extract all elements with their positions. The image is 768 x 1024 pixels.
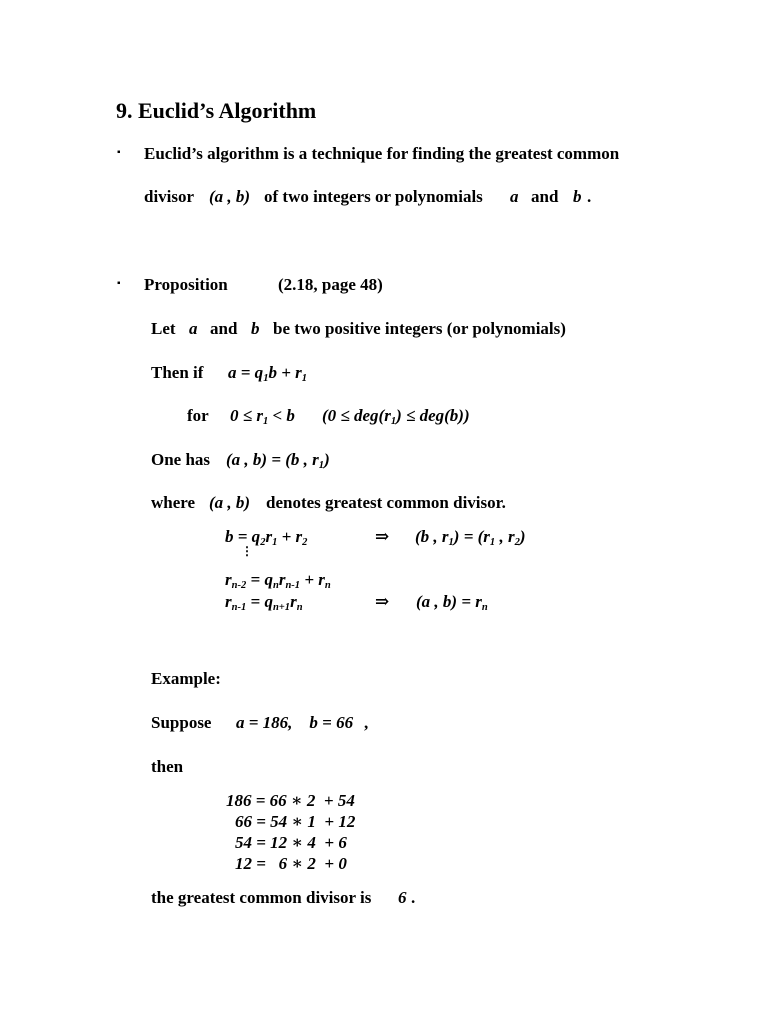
then-if: Then if bbox=[151, 363, 204, 382]
example-values-comma: , bbox=[364, 713, 369, 732]
vertical-dots-icon: ⋮ bbox=[241, 544, 253, 558]
final-gcd-equality: (a , $b) = r_n$ bbox=[416, 592, 488, 614]
step-equation-rn-2: $r_{n-2} = q_nr_{n-1} + r_n$ bbox=[225, 570, 331, 592]
example-line: 186 = 66 ∗ 2 + 54 bbox=[226, 791, 355, 810]
bullet-icon: ▪ bbox=[117, 147, 121, 158]
equation-a-division: $a = q_1b + r_1$ bbox=[228, 363, 308, 385]
step-gcd-equality: (b , $r_1) = (r_1$ , $r_2$) bbox=[415, 527, 526, 549]
let-and: and bbox=[210, 319, 238, 338]
step-equation-b: $b = q_2r_1 + r_2$ bbox=[225, 527, 308, 549]
intro-mid-text: of two integers or polynomials bbox=[264, 187, 483, 206]
one-has: One has bbox=[151, 450, 211, 469]
page-title: 9. Euclid’s Algorithm bbox=[116, 98, 317, 123]
intro-line-1: Euclid’s algorithm is a technique for finding the greatest common bbox=[144, 144, 620, 163]
example-line: 66 = 54 ∗ 1 + 12 bbox=[235, 812, 356, 831]
for-word: for bbox=[187, 406, 209, 425]
intro-divisor-word: divisor bbox=[144, 187, 195, 206]
example-heading: Example: bbox=[151, 669, 221, 688]
let-var-a: a bbox=[189, 319, 198, 338]
example-values: a = 186, b = 66 bbox=[236, 713, 354, 732]
remainder-bound: $0 \le r_1 < b$ bbox=[230, 406, 295, 428]
bullet-icon: ▪ bbox=[117, 278, 121, 289]
intro-and: and bbox=[531, 187, 559, 206]
proposition-label: Proposition bbox=[144, 275, 228, 294]
conclusion-answer: 6 bbox=[398, 888, 407, 907]
where-word: where bbox=[151, 493, 196, 512]
intro-var-b: b bbox=[573, 187, 582, 206]
let-rest: be two positive integers (or polynomials) bbox=[273, 319, 566, 338]
where-rest: denotes greatest common divisor. bbox=[266, 493, 506, 512]
let-word: Let bbox=[151, 319, 176, 338]
suppose-word: Suppose bbox=[151, 713, 212, 732]
intro-period: . bbox=[587, 187, 592, 206]
let-var-b: b bbox=[251, 319, 260, 338]
intro-gcd-expression: (a , b) bbox=[209, 187, 251, 206]
gcd-equality: (a , b) = (b , $r_1$) bbox=[226, 450, 330, 472]
degree-bound: $(0 \le deg(r_1) \le deg(b))$ bbox=[322, 406, 470, 428]
then-word: then bbox=[151, 757, 184, 776]
conclusion-text: the greatest common divisor is bbox=[151, 888, 372, 907]
step-equation-rn-1: $r_{n-1} = q_{n+1}r_n$ bbox=[225, 592, 303, 614]
where-gcd-expression: (a , b) bbox=[209, 493, 251, 512]
proposition-ref: (2.18, page 48) bbox=[278, 275, 383, 294]
example-line: 54 = 12 ∗ 4 + 6 bbox=[235, 833, 347, 852]
implies-icon: ⇒ bbox=[375, 592, 390, 611]
conclusion-period: . bbox=[411, 888, 416, 907]
implies-icon: ⇒ bbox=[375, 527, 390, 546]
intro-var-a: a bbox=[510, 187, 519, 206]
example-line: 12 = 6 ∗ 2 + 0 bbox=[235, 854, 347, 873]
